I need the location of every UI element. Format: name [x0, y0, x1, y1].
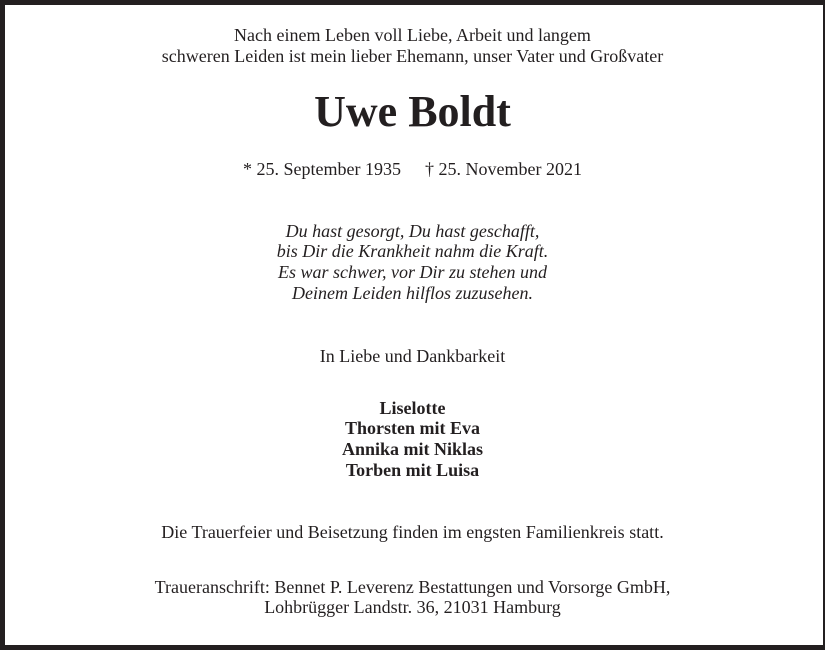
family-member: Liselotte: [379, 398, 446, 418]
life-dates: [0, 159, 825, 179]
dedication: In Liebe und Dankbarkeit: [319, 346, 506, 366]
birth-date: * 25. September 1935: [243, 159, 401, 179]
poem-line: Deinem Leiden hilflos zuzusehen.: [292, 283, 533, 303]
poem-line: Es war schwer, vor Dir zu stehen und: [278, 262, 547, 282]
address-line: Lohbrügger Landstr. 36, 21031 Hamburg: [264, 597, 561, 617]
poem-line: bis Dir die Krankheit nahm die Kraft.: [276, 241, 549, 261]
family-member: Annika mit Niklas: [341, 439, 484, 459]
address-line: Traueranschrift: Bennet P. Leverenz Bestattungen und Vorsorge GmbH,: [154, 577, 671, 597]
family-member: Torben mit Luisa: [345, 460, 480, 480]
death-date: † 25. November 2021: [425, 159, 582, 179]
funeral-note: Die Trauerfeier und Beisetzung finden im engsten Familienkreis statt.: [161, 522, 664, 542]
deceased-name: Uwe Boldt: [314, 87, 511, 136]
family-member: Thorsten mit Eva: [345, 418, 480, 438]
intro-line: Nach einem Leben voll Liebe, Arbeit und langem: [234, 25, 591, 45]
intro-line: schweren Leiden ist mein lieber Ehemann, unser Vater und Großvater: [161, 46, 664, 66]
poem-line: Du hast gesorgt, Du hast geschafft,: [285, 221, 540, 241]
